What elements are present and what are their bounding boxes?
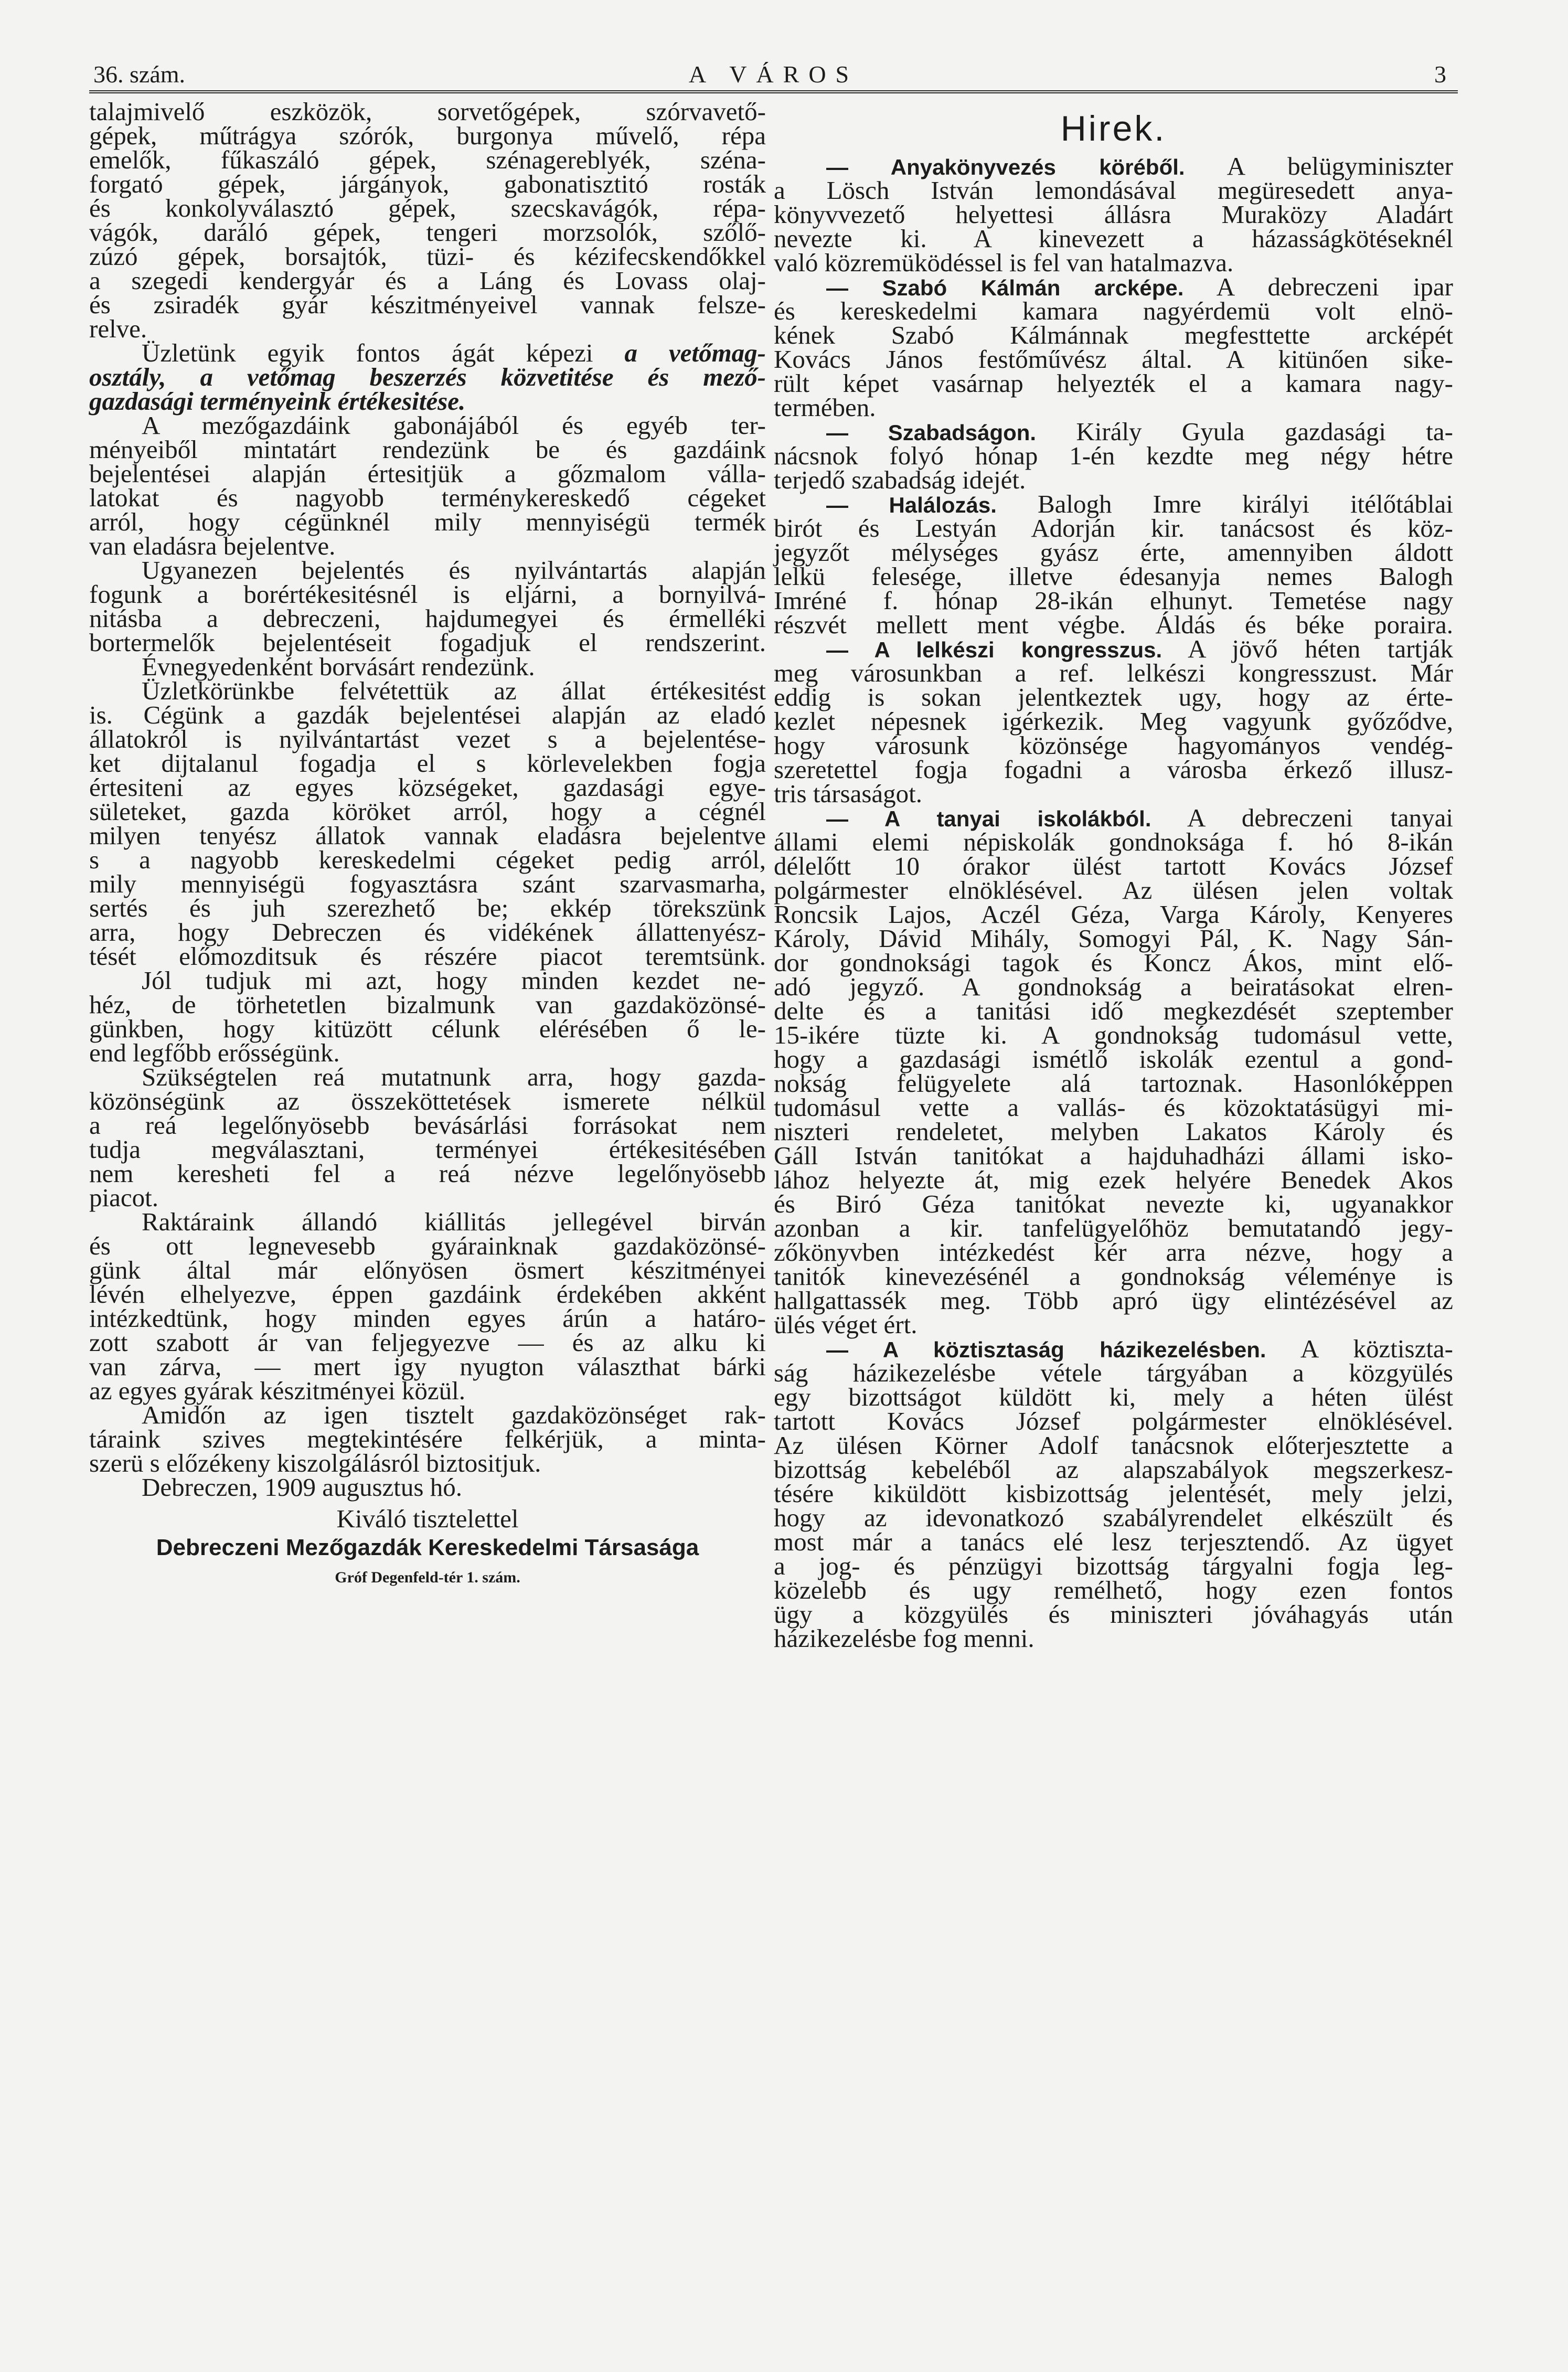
text-line: terjedő szabadság idejét. bbox=[774, 465, 1026, 494]
text-line: A mezőgazdáink gabonájából és egyéb ter- bbox=[142, 411, 766, 440]
news-item-text: A debreczeni ipar bbox=[1183, 272, 1453, 301]
text-line: állatokról is nyilvántartást vezet s a bejelentése- bbox=[89, 725, 766, 753]
text-line: termében. bbox=[774, 393, 876, 422]
text-line: a reá legelőnyösebb bevásárlási forrásokat nem bbox=[89, 1111, 766, 1140]
signature-block bbox=[89, 1504, 766, 1591]
text-line: azonban a kir. tanfelügyelőhöz bemutatandó jegy- bbox=[774, 1214, 1453, 1242]
text-line bbox=[774, 634, 1454, 663]
text-line: szeretettel fogja fogadni a városba érkező illusz- bbox=[774, 755, 1453, 784]
text-line: 15-ikére tüzte ki. A gondnokság tudomásul vette, bbox=[774, 1020, 1453, 1049]
text-line: lévén elhelyezve, éppen gazdáink érdekében akként bbox=[89, 1280, 766, 1309]
text-line bbox=[774, 272, 1453, 301]
news-item-title: — Szabadságon. bbox=[826, 420, 1037, 445]
text-line: Szükségtelen reá mutatnunk arra, hogy gazda- bbox=[142, 1062, 766, 1091]
text-line: a jog- és pénzügyi bizottság tárgyalni fogja leg- bbox=[774, 1551, 1453, 1580]
text-line: eddig is sokan jelentkeztek ugy, hogy az érte- bbox=[774, 683, 1453, 711]
text-line: állami elemi népiskolák gondnoksága f. hó 8-ikán bbox=[774, 827, 1453, 856]
text-line: jegyzőt mélységes gyász érte, amennyiben áldott bbox=[774, 538, 1453, 567]
text-line: hallgattassék meg. Több apró ügy elintézésével az bbox=[774, 1286, 1453, 1315]
text-line: héz, de törhetetlen bizalmunk van gazdaközönsé- bbox=[89, 990, 766, 1019]
text-line: tartott Kovács József polgármester elnöklésével. bbox=[774, 1407, 1453, 1435]
text-line: Raktáraink állandó kiállitás jellegével birván bbox=[142, 1207, 766, 1236]
text-line: sertés és juh szerezhető be; ekkép törekszünk bbox=[89, 894, 766, 922]
text-line: nokság felügyelete alá tartoznak. Hasonlóképpen bbox=[774, 1069, 1453, 1098]
news-item-text: A jövő héten tartják bbox=[1162, 634, 1454, 663]
news-item-text: A debreczeni tanyai bbox=[1151, 803, 1453, 832]
firm-address: Gróf Degenfeld-tér 1. szám. bbox=[335, 1569, 520, 1586]
firm-name: Debreczeni Mezőgazdák Kereskedelmi Társasága bbox=[156, 1535, 699, 1560]
news-item-title: — A tanyai iskolákból. bbox=[826, 806, 1151, 831]
text-line: részvét mellett ment végbe. Áldás és béke poraira. bbox=[774, 610, 1453, 639]
text-line: tudja megválasztani, terményei értékesitésében bbox=[89, 1135, 766, 1164]
text-line: délelőtt 10 órakor ülést tartott Kovács József bbox=[774, 852, 1453, 880]
text-line: ülés véget ért. bbox=[774, 1310, 918, 1339]
news-item-title: — Halálozás. bbox=[826, 493, 997, 517]
text-line: niszteri rendeletet, melyben Lakatos Károly és bbox=[774, 1117, 1453, 1146]
text-line: lához helyezte át, mig ezek helyére Benedek Akos bbox=[774, 1165, 1453, 1194]
text-line: adó jegyző. A gondnokság a beiratásokat elren- bbox=[774, 972, 1453, 1001]
text-line: ket dijtalanul fogadja el s körlevelekben fogja bbox=[89, 749, 766, 778]
text-line: arról, hogy cégünknél mily mennyiségü termék bbox=[89, 507, 766, 536]
news-item-title: — Anyakönyvezés köréből. bbox=[826, 155, 1185, 179]
text-line: és konkolyválasztó gépek, szecskavágók, répa- bbox=[89, 194, 766, 222]
text-line: lelkü felesége, illetve édesanyja nemes Balogh bbox=[774, 562, 1453, 591]
news-item-text: A belügyminiszter bbox=[1185, 152, 1453, 180]
text-line: nem keresheti fel a reá nézve legelőnyösebb bbox=[89, 1159, 766, 1188]
text-line: Üzletünk egyik fontos ágát képezi a vetőmag- bbox=[142, 338, 766, 367]
text-line: delte és a tanitási idő megkezdését szeptember bbox=[774, 996, 1453, 1025]
text-line: piacot. bbox=[89, 1183, 158, 1212]
text-line: end legfőbb erősségünk. bbox=[89, 1038, 340, 1067]
text-line: tanitók kinevezésénél a gondnokság véleménye is bbox=[774, 1262, 1453, 1291]
text-line: közönségünk az összeköttetések ismerete nélkül bbox=[89, 1087, 766, 1115]
text-line: Debreczen, 1909 augusztus hó. bbox=[142, 1473, 462, 1502]
text-line: Roncsik Lajos, Aczél Géza, Varga Károly, Kenyeres bbox=[774, 900, 1453, 929]
text-line: hogy városunk közönsége hagyományos vendég- bbox=[774, 731, 1453, 760]
text-line: zőkönyvben intézkedést kér arra nézve, hogy a bbox=[774, 1238, 1453, 1267]
text-line: van eladásra bejelentve. bbox=[89, 531, 336, 560]
text-line: közelebb és ugy remélhető, hogy ezen fontos bbox=[774, 1576, 1453, 1604]
text-line: forgató gépek, járgányok, gabonatisztitó rosták bbox=[89, 169, 766, 198]
text-line: házikezelésbe fog menni. bbox=[774, 1624, 1034, 1653]
text-line: rült képet vasárnap helyezték el a kamara nagy- bbox=[774, 369, 1453, 398]
right-column-news bbox=[774, 100, 1453, 1651]
text-line: ményeiből mintatárt rendezünk be és gazdáink bbox=[89, 435, 766, 464]
news-body bbox=[774, 154, 1453, 1651]
text-line: kének Szabó Kálmánnak megfesttette arcképét bbox=[774, 321, 1453, 349]
text-line: günkben, hogy kitüzött célunk elérésében ő le- bbox=[89, 1014, 766, 1043]
text-line: Üzletkörünkbe felvétettük az állat értékesitést bbox=[142, 676, 766, 705]
text-line: és Biró Géza tanitókat nevezte ki, ugyanakkor bbox=[774, 1189, 1453, 1218]
text-line: az egyes gyárak készitményei közül. bbox=[89, 1376, 466, 1405]
text-line: szerü s előzékeny kiszolgálásról biztositjuk. bbox=[89, 1449, 541, 1477]
text-line: a Lösch István lemondásával megüresedett anya- bbox=[774, 176, 1453, 205]
text-line: zúzó gépek, borsajtók, tüzi- és kézifecskendőkkel bbox=[89, 242, 766, 271]
text-line: gépek, műtrágya szórók, burgonya művelő, répa bbox=[89, 121, 766, 150]
text-line: tését előmozditsuk és részére piacot teremtsünk. bbox=[89, 942, 766, 971]
news-item-title: — A köztisztaság házikezelésben. bbox=[826, 1337, 1266, 1362]
text-line: és kereskedelmi kamara nagyérdemü volt elnö- bbox=[774, 296, 1453, 325]
page-number: 3 bbox=[1434, 61, 1446, 88]
text-line: tésére kiküldött kisbizottság jelentését, mely jelzi, bbox=[774, 1479, 1453, 1508]
text-line: is. Cégünk a gazdák bejelentései alapján az eladó bbox=[89, 700, 766, 729]
running-header bbox=[89, 52, 1458, 93]
text-line: tris társaságot. bbox=[774, 779, 923, 808]
news-item-title: — Szabó Kálmán arcképe. bbox=[826, 275, 1184, 300]
text-line: vágók, daráló gépek, tengeri morzsolók, szőlő- bbox=[89, 218, 766, 247]
text-line: emelők, fűkaszáló gépek, szénagereblyék, széna- bbox=[89, 145, 766, 174]
text-line: gazdasági terményeink értékesitése. bbox=[89, 387, 466, 416]
text-line: nitásba a debreczeni, hajdumegyei és érmelléki bbox=[89, 604, 766, 633]
text-line: Gáll István tanitókat a hajduhadházi állami isko- bbox=[774, 1141, 1453, 1170]
text-line: Jól tudjuk mi azt, hogy minden kezdet ne- bbox=[142, 966, 766, 995]
text-line: hogy az idevonatkozó szabályrendelet elkészült és bbox=[774, 1503, 1453, 1532]
text-line: ügy a közgyülés és miniszteri jóváhagyás után bbox=[774, 1600, 1453, 1629]
text-line: való közremüködéssel is fel van hatalmazva. bbox=[774, 248, 1234, 277]
text-line: Kovács János festőművész által. A kitünően sike- bbox=[774, 345, 1453, 374]
news-item-title: — A lelkészi kongresszus. bbox=[826, 637, 1162, 662]
text-line: fogunk a borértékesitésnél is eljárni, a bornyilvá- bbox=[89, 580, 766, 609]
text-line: kezlet népesnek igérkezik. Meg vagyunk győződve, bbox=[774, 707, 1453, 736]
text-line: latokat és nagyobb terménykereskedő cégeket bbox=[89, 483, 766, 512]
text-line: polgármester elnöklésével. Az ülésen jelen voltak bbox=[774, 876, 1453, 905]
news-item-text: A köztiszta- bbox=[1266, 1334, 1453, 1363]
text-line: bizottság kebeléből az alapszabályok megszerkesz- bbox=[774, 1455, 1453, 1484]
text-line: Az ülésen Körner Adolf tanácsnok előterjesztette a bbox=[774, 1431, 1453, 1460]
newspaper-title: A VÁROS bbox=[688, 61, 859, 88]
issue-number: 36. szám. bbox=[93, 61, 186, 88]
text-line bbox=[774, 1334, 1453, 1363]
text-line: dor gondnoksági tagok és Koncz Ákos, mint elő- bbox=[774, 948, 1453, 977]
text-line bbox=[774, 803, 1453, 832]
text-line: bejelentései alapján értesitjük a gőzmalom válla- bbox=[89, 459, 766, 488]
text-line: mily mennyiségü fogyasztásra szánt szarvasmarha, bbox=[89, 869, 766, 898]
text-line: relve. bbox=[89, 314, 147, 343]
text-line: a szegedi kendergyár és a Láng és Lovass olaj- bbox=[89, 266, 766, 295]
text-line: Amidőn az igen tisztelt gazdaközönséget rak- bbox=[142, 1400, 766, 1429]
text-line: osztály, a vetőmag beszerzés közvetitése és mező- bbox=[89, 363, 766, 391]
closing-line: Kiváló tisztelettel bbox=[336, 1504, 519, 1533]
text-line: és zsiradék gyár készitményeivel vannak felsze- bbox=[89, 290, 766, 319]
text-line: intézkedtünk, hogy minden egyes árún a határo- bbox=[89, 1304, 766, 1333]
text-line: táraink szives megtekintésére felkérjük, a minta- bbox=[89, 1424, 766, 1453]
text-line: hogy a gazdasági ismétlő iskolák ezentul a gond- bbox=[774, 1045, 1453, 1073]
text-line: most már a tanács elé lesz terjesztendő. Az ügyet bbox=[774, 1527, 1453, 1556]
text-line: birót és Lestyán Adorján kir. tanácsost és köz- bbox=[774, 514, 1453, 543]
text-line: Ugyanezen bejelentés és nyilvántartás alapján bbox=[142, 556, 766, 584]
text-line bbox=[774, 154, 1453, 178]
text-line: értesiteni az egyes községeket, gazdasági egye- bbox=[89, 773, 766, 802]
left-column-advertisement bbox=[89, 97, 766, 1591]
text-line: ság házikezelésbe vétele tárgyában a közgyülés bbox=[774, 1358, 1453, 1387]
text-line: tudomásul vette a vallás- és közoktatásügyi mi- bbox=[774, 1093, 1453, 1122]
text-line: Imréné f. hónap 28-ikán elhunyt. Temetése nagy bbox=[774, 586, 1453, 615]
text-line: könyvvezető helyettesi állásra Muraközy Aladárt bbox=[774, 200, 1453, 229]
text-line: bortermelők bejelentéseit fogadjuk el rendszerint. bbox=[89, 628, 766, 657]
news-item-text: Király Gyula gazdasági ta- bbox=[1036, 417, 1453, 446]
text-line: és ott legnevesebb gyárainknak gazdaközönsé- bbox=[89, 1231, 766, 1260]
text-line bbox=[774, 417, 1453, 446]
text-line: nácsnok folyó hónap 1-én kezdte meg négy hétre bbox=[774, 441, 1453, 470]
news-item-text: Balogh Imre királyi itélőtáblai bbox=[996, 490, 1453, 518]
text-line: van zárva, — mert igy nyugton választhat bárki bbox=[89, 1352, 766, 1381]
news-section-heading: Hirek. bbox=[1060, 109, 1167, 148]
text-line: talajmivelő eszközök, sorvetőgépek, szórvavető- bbox=[89, 97, 766, 126]
text-line: milyen tenyész állatok vannak eladásra bejelentve bbox=[89, 821, 766, 850]
text-line: s a nagyobb kereskedelmi cégeket pedig arról, bbox=[89, 845, 766, 874]
text-line: zott szabott ár van feljegyezve — és az alku ki bbox=[89, 1328, 766, 1357]
text-line: egy bizottságot küldött ki, mely a héten ülést bbox=[774, 1382, 1453, 1411]
text-line: Károly, Dávid Mihály, Somogyi Pál, K. Nagy Sán- bbox=[774, 924, 1453, 953]
text-line: Évnegyedenként borvásárt rendezünk. bbox=[142, 652, 535, 681]
text-line bbox=[774, 492, 1453, 516]
text-line: günk által már előnyösen ösmert készitményei bbox=[89, 1256, 766, 1284]
text-line: arra, hogy Debreczen és vidékének állattenyész- bbox=[89, 918, 766, 946]
text-line: sületeket, gazda köröket arról, hogy a cégnél bbox=[89, 797, 766, 826]
text-line: meg városunkban a ref. lelkészi kongresszust. Már bbox=[774, 658, 1453, 687]
text-line: nevezte ki. A kinevezett a házasságkötéseknél bbox=[774, 224, 1453, 253]
